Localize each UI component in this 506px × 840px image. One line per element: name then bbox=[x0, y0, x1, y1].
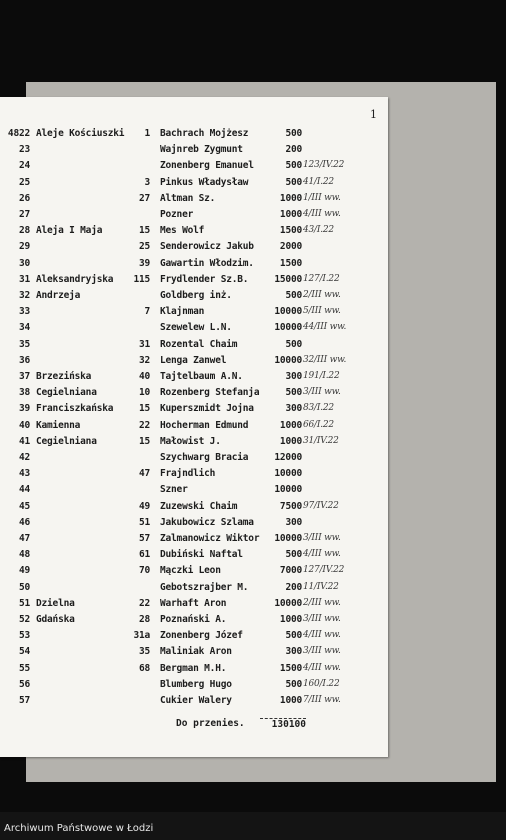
house-number: 27 bbox=[138, 192, 150, 204]
entry-number: 28 bbox=[18, 225, 30, 237]
table-row bbox=[0, 582, 388, 598]
total-row bbox=[0, 718, 388, 734]
handwritten-note: 32/III ww. bbox=[303, 354, 347, 365]
person-name: Warhaft Aron bbox=[160, 597, 227, 609]
entry-number: 41 bbox=[18, 435, 30, 447]
handwritten-note: 11/IV.22 bbox=[303, 581, 339, 592]
total-label: Do przenies. bbox=[176, 718, 245, 729]
handwritten-note: 5/III ww. bbox=[303, 306, 341, 317]
house-number: 10 bbox=[138, 387, 150, 399]
street-name: Cegielniana bbox=[36, 435, 97, 447]
handwritten-note: 3/III ww. bbox=[303, 533, 341, 543]
handwritten-note: 3/III ww. bbox=[303, 646, 341, 657]
street-name: Gdańska bbox=[36, 614, 75, 625]
amount: 300 bbox=[285, 403, 302, 415]
house-number: 57 bbox=[138, 533, 150, 544]
street-name: Kamienna bbox=[36, 419, 81, 431]
house-number: 28 bbox=[138, 614, 150, 625]
table-row bbox=[0, 274, 388, 290]
amount: 10000 bbox=[274, 468, 302, 480]
house-number: 31 bbox=[138, 338, 150, 350]
person-name: Altman Sz. bbox=[160, 192, 216, 204]
house-number: 39 bbox=[138, 257, 150, 269]
table-row bbox=[0, 695, 388, 711]
handwritten-note: 2/III ww. bbox=[303, 597, 341, 608]
person-name: Rozental Chaim bbox=[160, 338, 238, 350]
table-row bbox=[0, 290, 388, 306]
person-name: Kuperszmidt Jojna bbox=[160, 403, 254, 415]
entry-number: 4822 bbox=[7, 128, 30, 139]
person-name: Frydlender Sz.B. bbox=[160, 273, 249, 285]
amount: 1000 bbox=[279, 419, 302, 431]
entry-number: 45 bbox=[18, 500, 30, 512]
entry-number: 29 bbox=[18, 241, 30, 253]
handwritten-note: 160/I.22 bbox=[303, 678, 340, 689]
amount: 1000 bbox=[279, 209, 302, 220]
entry-number: 35 bbox=[18, 338, 30, 350]
person-name: Rozenberg Stefanja bbox=[160, 387, 260, 399]
page-number: 1 bbox=[370, 108, 377, 121]
entry-number: 42 bbox=[18, 452, 30, 463]
entry-number: 25 bbox=[18, 176, 30, 188]
entry-number: 52 bbox=[18, 614, 30, 625]
person-name: Hocherman Edmund bbox=[160, 419, 249, 431]
entry-number: 48 bbox=[18, 549, 30, 561]
entry-number: 32 bbox=[18, 290, 30, 301]
entry-number: 47 bbox=[18, 533, 30, 544]
entry-number: 24 bbox=[18, 160, 30, 172]
amount: 500 bbox=[285, 549, 302, 561]
table-row bbox=[0, 241, 388, 257]
handwritten-note: 4/III ww. bbox=[303, 549, 341, 560]
handwritten-note: 127/I.22 bbox=[303, 273, 340, 284]
street-name: Aleja I Maja bbox=[36, 225, 103, 237]
table-row bbox=[0, 339, 388, 355]
entry-number: 27 bbox=[18, 209, 30, 220]
entry-number: 30 bbox=[18, 257, 30, 269]
amount: 1000 bbox=[279, 435, 302, 447]
entry-number: 51 bbox=[18, 597, 30, 609]
table-row bbox=[0, 128, 388, 144]
table-row bbox=[0, 598, 388, 614]
amount: 500 bbox=[285, 128, 302, 139]
amount: 500 bbox=[285, 290, 302, 301]
amount: 10000 bbox=[274, 306, 302, 318]
amount: 1000 bbox=[279, 614, 302, 625]
entry-number: 43 bbox=[18, 468, 30, 480]
amount: 12000 bbox=[274, 452, 302, 463]
person-name: Wajnreb Zygmunt bbox=[160, 144, 243, 156]
table-row bbox=[0, 517, 388, 533]
amount: 200 bbox=[285, 144, 302, 156]
person-name: Frajndlich bbox=[160, 468, 216, 480]
table-row bbox=[0, 225, 388, 241]
handwritten-note: 83/I.22 bbox=[303, 403, 334, 414]
amount: 1500 bbox=[279, 257, 302, 269]
entry-number: 50 bbox=[18, 581, 30, 593]
person-name: Szner bbox=[160, 484, 188, 496]
person-name: Klajnman bbox=[160, 306, 205, 318]
amount: 300 bbox=[285, 516, 302, 528]
house-number: 51 bbox=[138, 516, 150, 528]
amount: 15000 bbox=[274, 273, 302, 285]
entry-number: 49 bbox=[18, 565, 30, 577]
house-number: 68 bbox=[138, 662, 150, 674]
amount: 200 bbox=[285, 581, 302, 593]
house-number: 31a bbox=[133, 630, 150, 642]
house-number: 1 bbox=[144, 128, 150, 139]
person-name: Zalmanowicz Wiktor bbox=[160, 533, 260, 544]
amount: 1500 bbox=[279, 662, 302, 674]
table-row bbox=[0, 322, 388, 338]
entry-number: 57 bbox=[18, 695, 30, 706]
table-row bbox=[0, 663, 388, 679]
handwritten-note: 66/I.22 bbox=[303, 419, 334, 430]
person-name: Zonenberg Emanuel bbox=[160, 160, 254, 172]
person-name: Dubiński Naftal bbox=[160, 549, 243, 561]
amount: 300 bbox=[285, 646, 302, 658]
person-name: Gawartin Włodzim. bbox=[160, 257, 254, 269]
entry-number: 23 bbox=[18, 144, 30, 156]
person-name: Pinkus Władysław bbox=[160, 176, 249, 188]
house-number: 15 bbox=[138, 225, 150, 237]
house-number: 15 bbox=[138, 435, 150, 447]
house-number: 35 bbox=[138, 646, 150, 658]
amount: 10000 bbox=[274, 322, 302, 334]
handwritten-note: 3/III ww. bbox=[303, 387, 341, 398]
entry-number: 38 bbox=[18, 387, 30, 399]
street-name: Brzezińska bbox=[36, 371, 92, 382]
handwritten-note: 43/I.22 bbox=[303, 225, 334, 236]
archive-footer: Archiwum Państwowe w Łodzi bbox=[4, 823, 154, 834]
handwritten-note: 123/IV.22 bbox=[303, 160, 345, 171]
amount: 10000 bbox=[274, 484, 302, 496]
table-row bbox=[0, 193, 388, 209]
table-row bbox=[0, 306, 388, 322]
entry-number: 56 bbox=[18, 678, 30, 690]
table-row bbox=[0, 630, 388, 646]
house-number: 7 bbox=[144, 306, 150, 318]
house-number: 70 bbox=[138, 565, 150, 577]
table-row bbox=[0, 533, 388, 549]
house-number: 40 bbox=[138, 371, 150, 382]
person-name: Zuzewski Chaim bbox=[160, 500, 238, 512]
house-number: 32 bbox=[138, 354, 150, 366]
handwritten-note: 2/III ww. bbox=[303, 290, 341, 300]
amount: 10000 bbox=[274, 533, 302, 544]
street-name: Dzielna bbox=[36, 597, 75, 609]
table-row bbox=[0, 403, 388, 419]
house-number: 3 bbox=[144, 176, 150, 188]
table-row bbox=[0, 484, 388, 500]
table-row bbox=[0, 355, 388, 371]
handwritten-note: 4/III ww. bbox=[303, 662, 341, 673]
person-name: Jakubowicz Szlama bbox=[160, 516, 254, 528]
amount: 1000 bbox=[279, 192, 302, 204]
person-name: Tajtelbaum A.N. bbox=[160, 371, 243, 382]
entry-number: 40 bbox=[18, 419, 30, 431]
house-number: 115 bbox=[133, 273, 150, 285]
person-name: Bergman M.H. bbox=[160, 662, 227, 674]
handwritten-note: 44/III ww. bbox=[303, 322, 347, 333]
table-row bbox=[0, 646, 388, 662]
entry-number: 54 bbox=[18, 646, 30, 658]
street-name: Franciszkańska bbox=[36, 403, 114, 415]
person-name: Szewelew L.N. bbox=[160, 322, 232, 334]
entry-number: 26 bbox=[18, 192, 30, 204]
house-number: 15 bbox=[138, 403, 150, 415]
amount: 1000 bbox=[279, 695, 302, 706]
total-value: 130100 bbox=[260, 718, 306, 730]
street-name: Aleje Kościuszki bbox=[36, 128, 125, 139]
entry-number: 55 bbox=[18, 662, 30, 674]
person-name: Cukier Walery bbox=[160, 695, 232, 706]
handwritten-note: 31/IV.22 bbox=[303, 435, 339, 446]
person-name: Bachrach Mojżesz bbox=[160, 128, 249, 139]
person-name: Maliniak Aron bbox=[160, 646, 232, 658]
table-row bbox=[0, 144, 388, 160]
street-name: Aleksandryjska bbox=[36, 273, 114, 285]
entry-number: 31 bbox=[18, 273, 30, 285]
house-number: 25 bbox=[138, 241, 150, 253]
amount: 10000 bbox=[274, 354, 302, 366]
person-name: Mes Wolf bbox=[160, 225, 205, 237]
entry-number: 36 bbox=[18, 354, 30, 366]
person-name: Mączki Leon bbox=[160, 565, 221, 577]
handwritten-note: 7/III ww. bbox=[303, 695, 341, 705]
handwritten-note: 1/III ww. bbox=[303, 192, 341, 203]
house-number: 49 bbox=[138, 500, 150, 512]
handwritten-note: 4/III ww. bbox=[303, 630, 341, 641]
person-name: Pozner bbox=[160, 209, 194, 220]
table-row bbox=[0, 387, 388, 403]
person-name: Szychwarg Bracia bbox=[160, 452, 249, 463]
house-number: 47 bbox=[138, 468, 150, 480]
person-name: Goldberg inż. bbox=[160, 290, 232, 301]
amount: 500 bbox=[285, 678, 302, 690]
handwritten-note: 191/I.22 bbox=[303, 371, 340, 381]
amount: 500 bbox=[285, 338, 302, 350]
table-row bbox=[0, 452, 388, 468]
handwritten-note: 127/IV.22 bbox=[303, 565, 345, 576]
table-row bbox=[0, 565, 388, 581]
entry-number: 46 bbox=[18, 516, 30, 528]
house-number: 22 bbox=[138, 419, 150, 431]
table-row bbox=[0, 679, 388, 695]
house-number: 61 bbox=[138, 549, 150, 561]
amount: 300 bbox=[285, 371, 302, 382]
amount: 500 bbox=[285, 630, 302, 642]
amount: 500 bbox=[285, 387, 302, 399]
table-row bbox=[0, 160, 388, 176]
person-name: Poznański A. bbox=[160, 614, 227, 625]
entry-number: 44 bbox=[18, 484, 30, 496]
person-name: Zonenberg Józef bbox=[160, 630, 243, 642]
handwritten-note: 97/IV.22 bbox=[303, 500, 339, 511]
amount: 7000 bbox=[279, 565, 302, 577]
street-name: Andrzeja bbox=[36, 290, 81, 301]
table-row bbox=[0, 371, 388, 387]
table-row bbox=[0, 209, 388, 225]
handwritten-note: 4/III ww. bbox=[303, 209, 341, 219]
entry-number: 53 bbox=[18, 630, 30, 642]
handwritten-note: 3/III ww. bbox=[303, 614, 341, 624]
street-name: Cegielniana bbox=[36, 387, 97, 399]
entry-number: 37 bbox=[18, 371, 30, 382]
amount: 10000 bbox=[274, 597, 302, 609]
amount: 7500 bbox=[279, 500, 302, 512]
handwritten-note: 41/I.22 bbox=[303, 176, 334, 187]
table-row bbox=[0, 501, 388, 517]
table-row bbox=[0, 468, 388, 484]
table-row bbox=[0, 258, 388, 274]
person-name: Małowist J. bbox=[160, 435, 221, 447]
entry-number: 33 bbox=[18, 306, 30, 318]
table-row bbox=[0, 420, 388, 436]
table-row bbox=[0, 614, 388, 630]
entry-number: 39 bbox=[18, 403, 30, 415]
person-name: Lenga Zanwel bbox=[160, 354, 227, 366]
person-name: Gebotszrajber M. bbox=[160, 581, 249, 593]
amount: 500 bbox=[285, 160, 302, 172]
amount: 1500 bbox=[279, 225, 302, 237]
entry-number: 34 bbox=[18, 322, 30, 334]
person-name: Senderowicz Jakub bbox=[160, 241, 254, 253]
amount: 500 bbox=[285, 176, 302, 188]
table-row bbox=[0, 436, 388, 452]
amount: 2000 bbox=[279, 241, 302, 253]
person-name: Blumberg Hugo bbox=[160, 678, 232, 690]
table-row bbox=[0, 549, 388, 565]
table-row bbox=[0, 177, 388, 193]
house-number: 22 bbox=[138, 597, 150, 609]
